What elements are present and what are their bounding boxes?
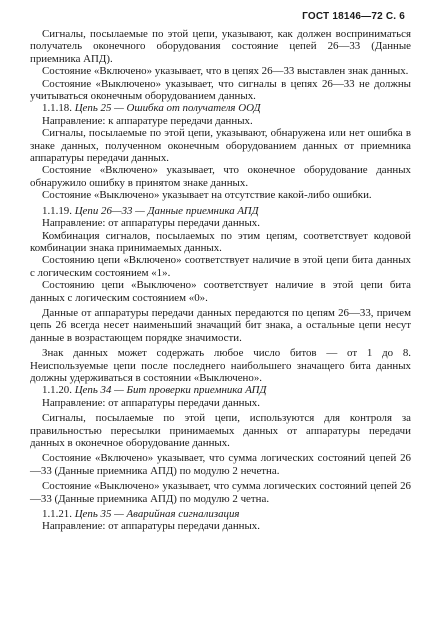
- paragraph: Состоянию цепи «Включено» соответствует наличие в этой цепи бита данных с логическим состоянием «1».: [30, 254, 411, 279]
- section-number: 1.1.20.: [42, 384, 72, 397]
- paragraph: Состояние «Выключено» указывает, что сумма логических состояний цепей 26—33 (Данные приемника АПД) по модулю 2 четна.: [30, 480, 411, 505]
- section-heading: [30, 508, 411, 520]
- paragraph: Направление: от аппаратуры передачи данных.: [42, 217, 260, 230]
- page-header: ГОСТ 18146—72 С. 6: [302, 11, 405, 22]
- paragraph: Состояние «Выключено» указывает, что сигналы в цепях 26—33 не должны учитываться оконечным оборудованием данных.: [30, 77, 411, 103]
- paragraph: Сигналы, посылаемые по этой цепи, указывают, обнаружена или нет ошибка в знаке данных, полученном оконечным оборудованием данных от приемника аппаратуры передачи данных.: [30, 127, 411, 165]
- section-title: Цепь 35 — Аварийная сигнализация: [74, 508, 240, 521]
- paragraph: Состояние «Включено» указывает, что оконечное оборудование данных обнаружило ошибку в принятом знаке данных.: [30, 164, 411, 189]
- paragraph: Состояние «Включено» указывает, что сумма логических состояний цепей 26—33 (Данные приемника АПД) по модулю 2 нечетна.: [30, 452, 411, 477]
- paragraph: Направление: от аппаратуры передачи данных.: [42, 520, 260, 533]
- section-heading: [30, 102, 411, 114]
- section-title: Цепь 34 — Бит проверки приемника АПД: [74, 384, 267, 397]
- section-number: 1.1.18.: [42, 102, 72, 115]
- section-heading: [30, 205, 411, 217]
- paragraph: Сигналы, посылаемые по этой цепи, указывают, как должен восприниматься получатель оконечного оборудования состояние цепей 26—33 (Данные приемника АПД).: [30, 28, 411, 65]
- section-heading: [30, 384, 411, 396]
- paragraph: Направление: от аппаратуры передачи данных.: [42, 396, 260, 409]
- document-body: [30, 28, 411, 533]
- paragraph: Состоянию цепи «Выключено» соответствует наличие в этой цепи бита данных с логическим состоянием «0».: [30, 279, 411, 304]
- paragraph: Направление: к аппаратуре передачи данных.: [42, 114, 253, 127]
- paragraph: Состояние «Включено» указывает, что в цепях 26—33 выставлен знак данных.: [42, 65, 409, 78]
- paragraph: Знак данных может содержать любое число битов — от 1 до 8. Неиспользуемые цепи после последнего наибольшего значащего бита данных должны удерживаться в состоянии «Выключено».: [30, 347, 411, 384]
- paragraph: Комбинация сигналов, посылаемых по этим цепям, соответствует кодовой комбинации знака принимаемых данных.: [30, 229, 411, 254]
- paragraph: Сигналы, посылаемые по этой цепи, используются для контроля за правильностью пересылки принимаемых данных от аппаратуры передачи данных в оконечное оборудование данных.: [30, 412, 411, 449]
- section-number: 1.1.19.: [42, 204, 72, 217]
- section-number: 1.1.21.: [42, 508, 72, 521]
- section-title: Цепь 25 — Ошибка от получателя ООД: [74, 102, 261, 115]
- paragraph: Состояние «Выключено» указывает на отсутствие какой-либо ошибки.: [42, 189, 372, 202]
- paragraph: Данные от аппаратуры передачи данных передаются по цепям 26—33, причем цепь 26 всегда несет наименьший значащий бит знака, а остальные цепи несут данные в возрастающем порядке значимости.: [30, 306, 411, 344]
- section-title: Цепи 26—33 — Данные приемника АПД: [74, 204, 259, 217]
